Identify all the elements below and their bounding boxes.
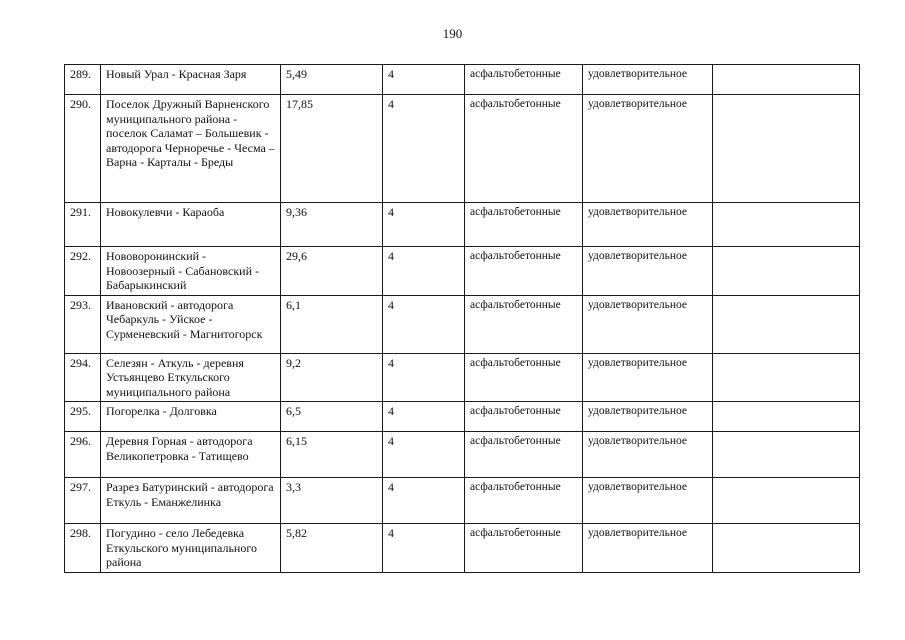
- road-category: 4: [383, 203, 465, 247]
- road-condition: удовлетворительное: [583, 353, 713, 402]
- road-length: 6,5: [281, 402, 383, 432]
- road-condition: удовлетворительное: [583, 478, 713, 524]
- road-note: [713, 295, 860, 353]
- road-condition: удовлетворительное: [583, 524, 713, 573]
- row-number: 295.: [65, 402, 101, 432]
- road-note: [713, 203, 860, 247]
- road-name: Новый Урал - Красная Заря: [101, 65, 281, 95]
- roads-table: [64, 64, 860, 573]
- road-length: 3,3: [281, 478, 383, 524]
- row-number: 292.: [65, 247, 101, 296]
- road-name: Ивановский - автодорога Чебаркуль - Уйское - Сурменевский - Магнитогорск: [101, 295, 281, 353]
- road-condition: удовлетворительное: [583, 65, 713, 95]
- road-coverage: асфальтобетонные: [465, 247, 583, 296]
- table-row: [65, 247, 860, 296]
- road-note: [713, 95, 860, 203]
- road-category: 4: [383, 353, 465, 402]
- road-coverage: асфальтобетонные: [465, 95, 583, 203]
- table-row: [65, 402, 860, 432]
- table-row: [65, 65, 860, 95]
- road-condition: удовлетворительное: [583, 432, 713, 478]
- table-row: [65, 353, 860, 402]
- road-note: [713, 524, 860, 573]
- road-condition: удовлетворительное: [583, 95, 713, 203]
- road-coverage: асфальтобетонные: [465, 295, 583, 353]
- road-length: 6,15: [281, 432, 383, 478]
- road-note: [713, 247, 860, 296]
- road-note: [713, 478, 860, 524]
- road-coverage: асфальтобетонные: [465, 478, 583, 524]
- road-name: Погудино - село Лебедевка Еткульского муниципального района: [101, 524, 281, 573]
- road-name: Разрез Батуринский - автодорога Еткуль - Еманжелинка: [101, 478, 281, 524]
- road-coverage: асфальтобетонные: [465, 524, 583, 573]
- road-length: 29,6: [281, 247, 383, 296]
- road-category: 4: [383, 402, 465, 432]
- road-coverage: асфальтобетонные: [465, 402, 583, 432]
- road-length: 9,36: [281, 203, 383, 247]
- road-condition: удовлетворительное: [583, 295, 713, 353]
- road-name: Новокулевчи - Караоба: [101, 203, 281, 247]
- road-coverage: асфальтобетонные: [465, 353, 583, 402]
- road-length: 5,49: [281, 65, 383, 95]
- road-note: [713, 353, 860, 402]
- road-name: Нововоронинский - Новоозерный - Сабановский - Бабарыкинский: [101, 247, 281, 296]
- road-category: 4: [383, 432, 465, 478]
- road-length: 9,2: [281, 353, 383, 402]
- row-number: 296.: [65, 432, 101, 478]
- road-coverage: асфальтобетонные: [465, 65, 583, 95]
- road-coverage: асфальтобетонные: [465, 203, 583, 247]
- table-row: [65, 524, 860, 573]
- road-category: 4: [383, 247, 465, 296]
- road-condition: удовлетворительное: [583, 247, 713, 296]
- row-number: 298.: [65, 524, 101, 573]
- road-length: 6,1: [281, 295, 383, 353]
- row-number: 291.: [65, 203, 101, 247]
- road-name: Поселок Дружный Варненского муниципального района - поселок Саламат – Большевик - автодорога Черноречье - Чесма – Варна - Карталы - Бреды: [101, 95, 281, 203]
- road-name: Погорелка - Долговка: [101, 402, 281, 432]
- road-condition: удовлетворительное: [583, 203, 713, 247]
- road-note: [713, 65, 860, 95]
- table-row: [65, 203, 860, 247]
- road-name: Селезян - Аткуль - деревня Устьянцево Еткульского муниципального района: [101, 353, 281, 402]
- row-number: 297.: [65, 478, 101, 524]
- road-category: 4: [383, 65, 465, 95]
- road-category: 4: [383, 295, 465, 353]
- road-category: 4: [383, 478, 465, 524]
- row-number: 294.: [65, 353, 101, 402]
- road-coverage: асфальтобетонные: [465, 432, 583, 478]
- road-category: 4: [383, 95, 465, 203]
- table-row: [65, 432, 860, 478]
- road-length: 5,82: [281, 524, 383, 573]
- table-row: [65, 478, 860, 524]
- road-category: 4: [383, 524, 465, 573]
- row-number: 290.: [65, 95, 101, 203]
- page-number: 190: [442, 26, 463, 41]
- table-row: [65, 295, 860, 353]
- road-name: Деревня Горная - автодорога Великопетровка - Татищево: [101, 432, 281, 478]
- row-number: 289.: [65, 65, 101, 95]
- road-length: 17,85: [281, 95, 383, 203]
- row-number: 293.: [65, 295, 101, 353]
- table-row: [65, 95, 860, 203]
- road-condition: удовлетворительное: [583, 402, 713, 432]
- road-note: [713, 402, 860, 432]
- road-note: [713, 432, 860, 478]
